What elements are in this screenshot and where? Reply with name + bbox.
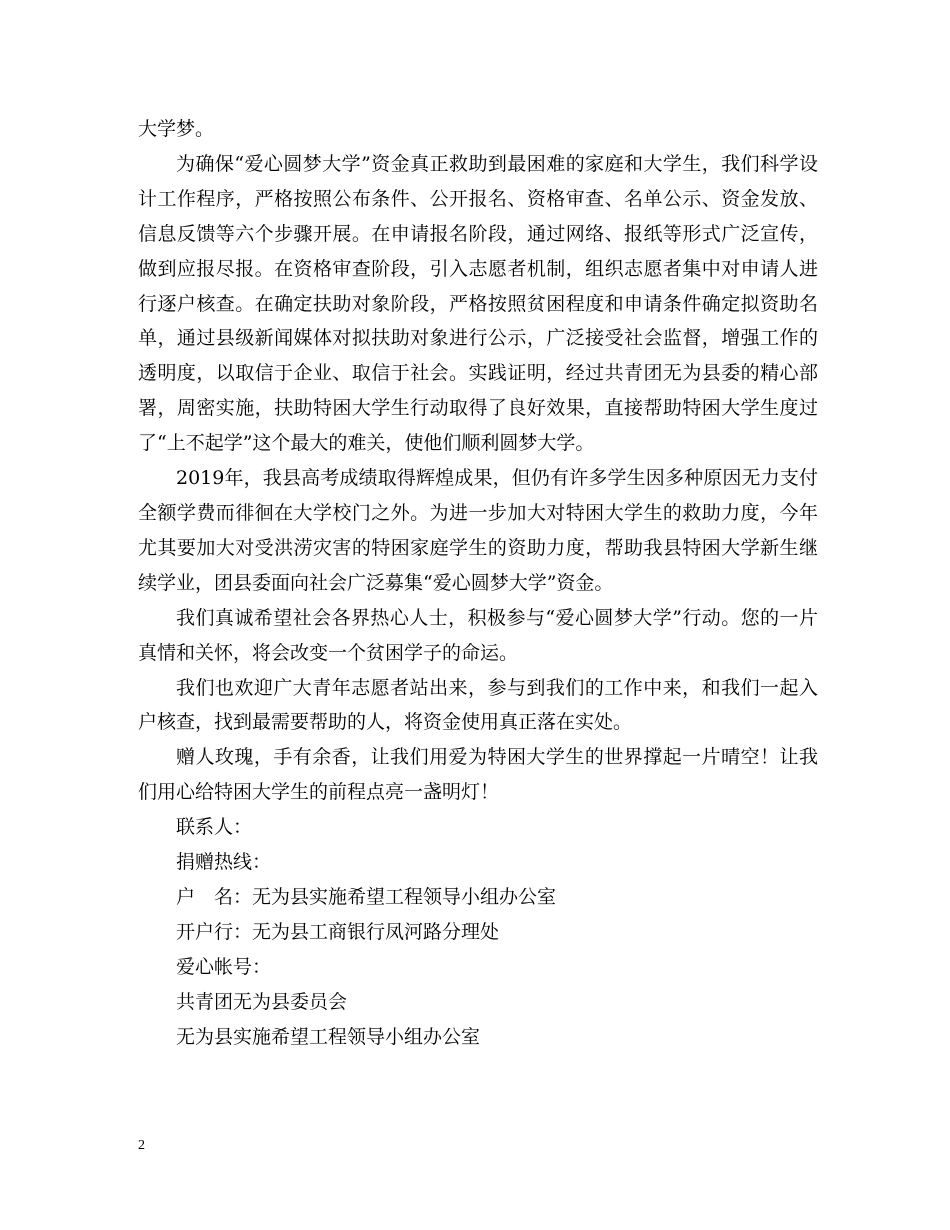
contact-person-line: 联系人： (176, 816, 253, 839)
document-body (138, 112, 818, 1054)
paragraph-procedure: 为确保“爱心圆梦大学”资金真正救助到最困难的家庭和大学生，我们科学设计工作程序，严格按照公布条件、公开报名、资格审查、名单公示、资金发放、信息反馈等六个步骤开展。在申请报名阶段，通过网络、报纸等形式广泛宣传，做到应报尽报。在资格审查阶段，引入志愿者机制，组织志愿者集中对申请人进行逐户核查。在确定扶助对象阶段，严格按照贫困程度和申请条件确定拟资助名单，通过县级新闻媒体对拟扶助对象进行公示，广泛接受社会监督，增强工作的透明度，以取信于企业、取信于社会。实践证明，经过共青团无为县委的精心部署，周密实施，扶助特困大学生行动取得了良好效果，直接帮助特困大学生度过了“上不起学”这个最大的难关，使他们顺利圆梦大学。 (138, 152, 818, 455)
paragraph-continuation: 大学梦。 (138, 118, 215, 140)
paragraph-fundraising: 2019年，我县高考成绩取得辉煌成果，但仍有许多学生因多种原因无力支付全额学费而徘徊在大学校门之外。为进一步加大对特困大学生的救助力度，今年尤其要加大对受洪涝灾害的特困家庭学生的资助力度，帮助我县特困大学新生继续学业，团县委面向社会广泛募集“爱心圆梦大学”资金。 (138, 467, 818, 594)
signature-organization-1: 共青团无为县委员会 (176, 990, 348, 1013)
donation-hotline-line: 捐赠热线： (176, 851, 272, 874)
paragraph-closing: 赠人玫瑰，手有余香，让我们用爱为特困大学生的世界撑起一片晴空！让我们用心给特困大学生的前程点亮一盏明灯！ (138, 746, 818, 804)
account-name-line: 户 名：无为县实施希望工程领导小组办公室 (176, 885, 557, 908)
paragraph-volunteers: 我们也欢迎广大青年志愿者站出来，参与到我们的工作中来，和我们一起入户核查，找到最需要帮助的人，将资金使用真正落在实处。 (138, 676, 818, 734)
page-number: 2 (138, 1138, 145, 1153)
signature-organization-2: 无为县实施希望工程领导小组办公室 (176, 1025, 481, 1048)
account-number-line: 爱心帐号： (176, 955, 272, 978)
bank-line: 开户行：无为县工商银行凤河路分理处 (176, 920, 500, 943)
paragraph-appeal: 我们真诚希望社会各界热心人士，积极参与“爱心圆梦大学”行动。您的一片真情和关怀，将会改变一个贫困学子的命运。 (138, 606, 818, 664)
